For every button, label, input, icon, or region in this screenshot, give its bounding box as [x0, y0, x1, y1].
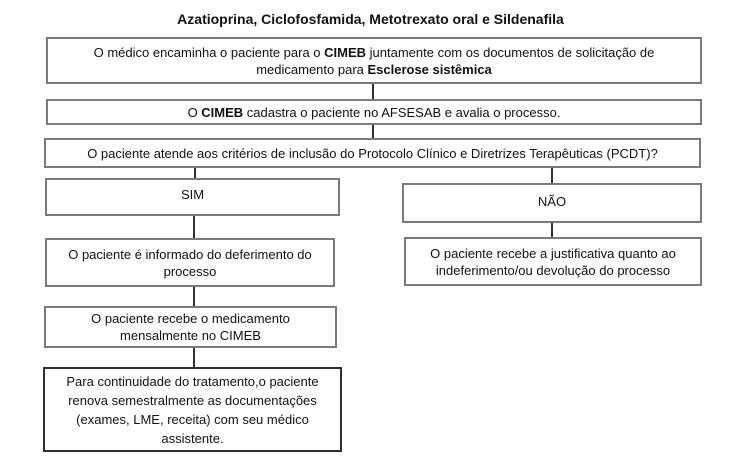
box-referral-text: O médico encaminha o paciente para o CIMEB juntamente com os documentos de solicitação de medicamento para Esclerose sistêmica — [93, 44, 655, 77]
connector-sim-deferimento — [193, 216, 195, 238]
box-renovacao-text: Para continuidade do tratamento,o paciente renova semestralmente as documentações (exames, LME, receita) com seu médico assistente. — [66, 373, 319, 446]
box-renovacao — [43, 367, 342, 452]
connector-mensal-renovacao — [193, 348, 195, 367]
box-register-text: O CIMEB cadastra o paciente no AFSESAB e avalia o processo. — [187, 104, 561, 120]
box-deferimento — [45, 238, 335, 287]
connector-question-sim — [194, 168, 196, 178]
box-referral — [46, 37, 702, 84]
branch-nao-label: NÃO — [537, 194, 567, 209]
box-register — [46, 99, 702, 125]
box-deferimento-text: O paciente é informado do deferimento do processo — [68, 246, 312, 279]
connector-question-nao — [551, 168, 553, 183]
connector-nao-indeferimento — [551, 223, 553, 237]
box-medicamento-mensal — [44, 306, 337, 348]
connector-referral-register — [372, 84, 374, 99]
box-indeferimento — [404, 237, 702, 286]
box-indeferimento-text: O paciente recebe a justificativa quanto ao indeferimento/ou devolução do processo — [430, 245, 676, 278]
box-question — [44, 138, 701, 168]
connector-register-question — [372, 125, 374, 138]
branch-nao — [402, 183, 702, 223]
branch-sim-label: SIM — [180, 187, 205, 202]
page-title: Azatioprina, Ciclofosfamida, Metotrexato oral e Sildenafila — [177, 11, 564, 27]
box-question-text: O paciente atende aos critérios de inclusão do Protocolo Clínico e Diretrizes Terapêuticas (PCDT)? — [87, 145, 658, 161]
box-medicamento-mensal-text: O paciente recebe o medicamento mensalmente no CIMEB — [91, 311, 290, 343]
branch-sim — [45, 178, 340, 216]
connector-deferimento-mensal — [193, 287, 195, 306]
